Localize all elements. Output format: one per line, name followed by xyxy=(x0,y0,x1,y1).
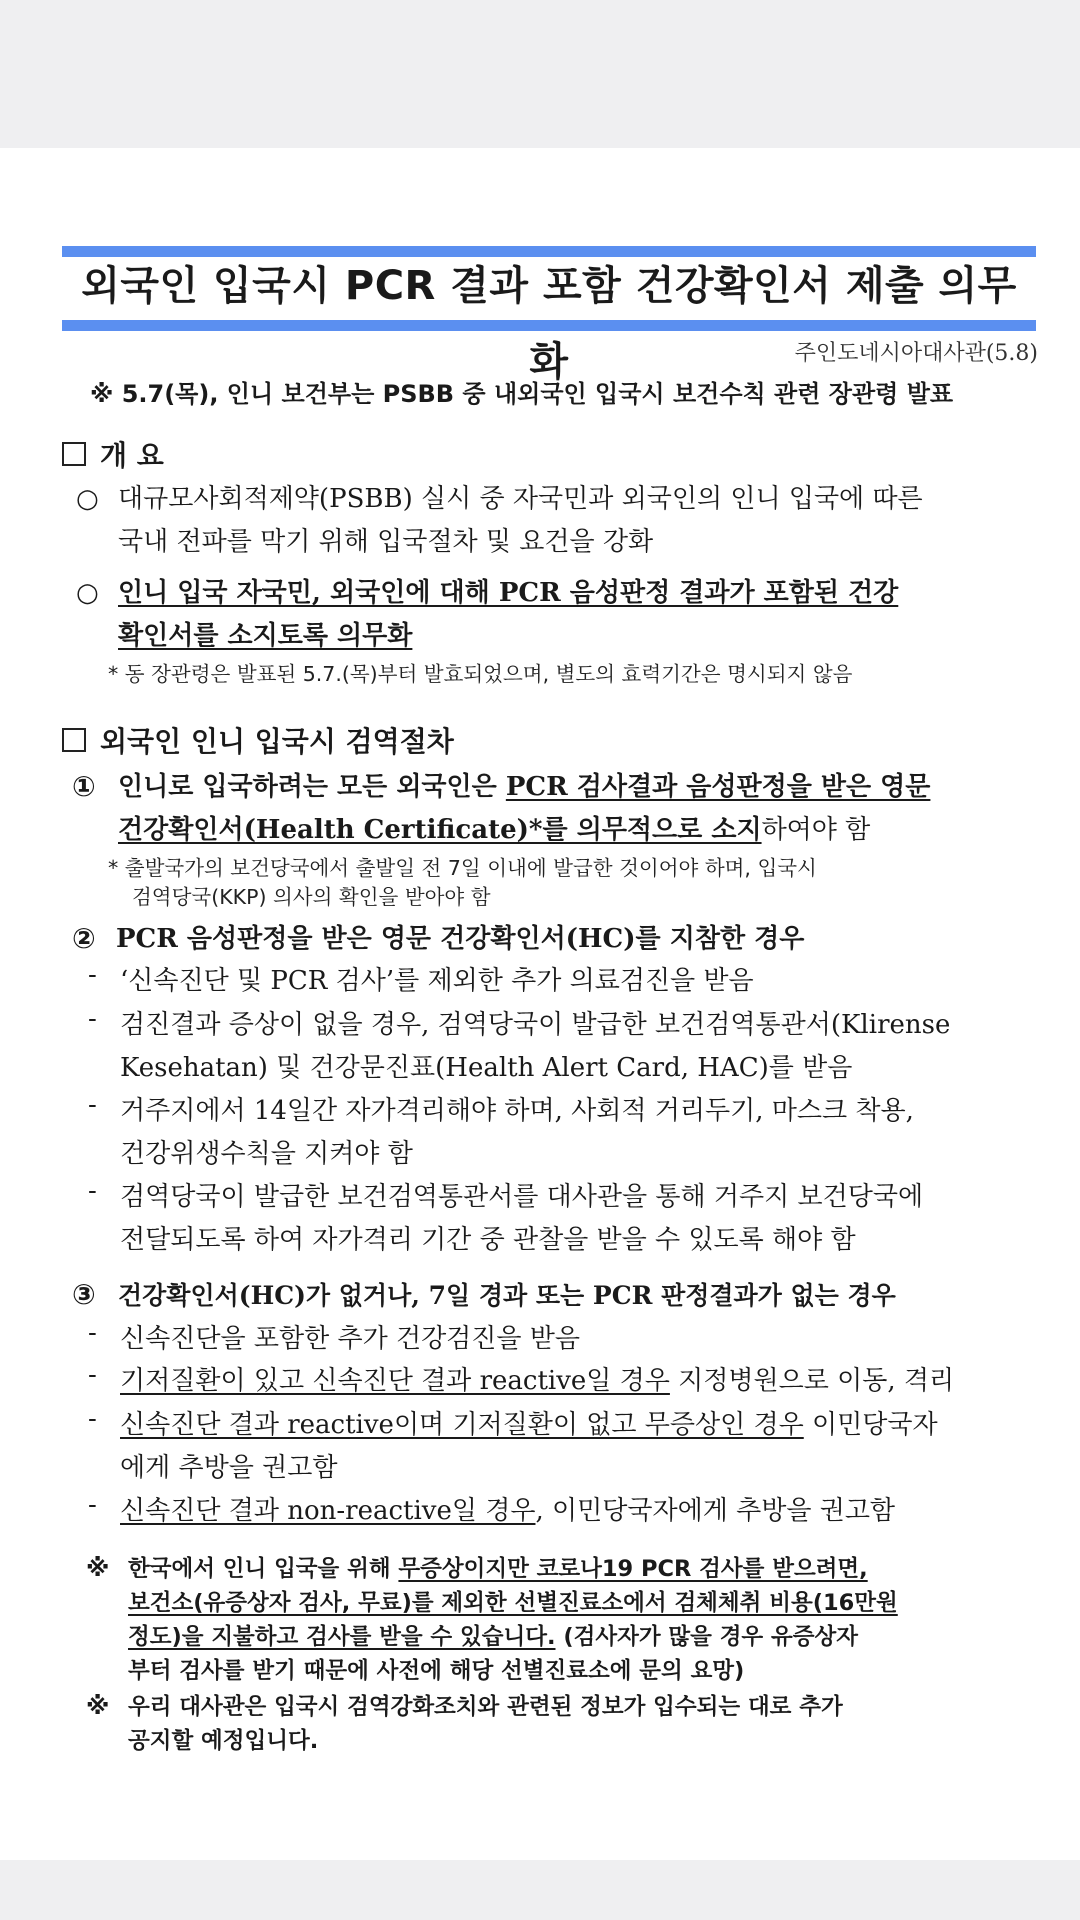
dash-bullet: - xyxy=(88,1490,97,1520)
remark-1-part-d: 정도)을 지불하고 검사를 받을 수 있습니다. xyxy=(128,1624,556,1650)
step-3-detail-3-line-2: 에게 추방을 권고함 xyxy=(120,1453,338,1483)
section-procedure-heading xyxy=(62,720,454,760)
step-1-line-2-underline: 건강확인서(Health Certificate)*를 의무적으로 소지 xyxy=(118,815,762,845)
step-1-line-2-plain: 하여야 함 xyxy=(761,815,871,845)
dash-bullet: - xyxy=(88,1360,97,1390)
step-3-detail-4-underline: 신속진단 결과 non-reactive일 경우 xyxy=(120,1496,536,1526)
checkbox-square-icon xyxy=(62,442,86,466)
step-3-detail-1: 신속진단을 포함한 추가 건강검진을 받음 xyxy=(120,1324,581,1354)
page-title: 외국인 입국시 PCR 결과 포함 건강확인서 제출 의무화 xyxy=(81,263,1017,385)
step-2-detail-4-line-1: 검역당국이 발급한 보건검역통관서를 대사관을 통해 거주지 보건당국에 xyxy=(120,1182,924,1212)
bottom-margin xyxy=(0,1860,1080,1920)
remark-1-part-a: 한국에서 인니 입국을 위해 xyxy=(128,1556,399,1582)
step-3-title: 건강확인서(HC)가 없거나, 7일 경과 또는 PCR 판정결과가 없는 경우 xyxy=(118,1281,896,1310)
circle-bullet-icon: ○ xyxy=(76,578,99,608)
dash-bullet: - xyxy=(88,1090,97,1120)
section-overview-title: 개 요 xyxy=(100,439,164,472)
remark-2-mark: ※ xyxy=(86,1692,110,1720)
step-2-detail-2-line-1: 검진결과 증상이 없을 경우, 검역당국이 발급한 보건검역통관서(Klirense xyxy=(120,1010,951,1040)
step-2-detail-4-line-2: 전달되도록 하여 자가격리 기간 중 관찰을 받을 수 있도록 해야 함 xyxy=(120,1225,856,1255)
dash-bullet: - xyxy=(88,1404,97,1434)
dash-bullet: - xyxy=(88,1004,97,1034)
dash-bullet: - xyxy=(88,1176,97,1206)
step-3-detail-2-plain: 지정병원으로 이동, 격리 xyxy=(669,1366,955,1396)
dash-bullet: - xyxy=(88,1318,97,1348)
step-2-detail-3-line-2: 건강위생수칙을 지켜야 함 xyxy=(120,1139,413,1169)
document-page xyxy=(0,148,1080,1860)
step-2-number: ② xyxy=(72,922,96,955)
remark-1-mark: ※ xyxy=(86,1554,110,1582)
circle-bullet-icon: ○ xyxy=(76,484,99,514)
step-1-line-1-plain: 인니로 입국하려는 모든 외국인은 xyxy=(118,772,506,802)
step-3-detail-4-plain: , 이민당국자에게 추방을 권고함 xyxy=(535,1496,896,1526)
step-2-detail-2 xyxy=(120,1004,950,1090)
step-2-title: PCR 음성판정을 받은 영문 건강확인서(HC)를 지참한 경우 xyxy=(116,924,805,954)
overview-note: * 동 장관령은 발표된 5.7.(목)부터 발효되었으며, 별도의 효력기간은 명시되지 않음 xyxy=(108,662,853,686)
step-1-note-line-1: * 출발국가의 보건당국에서 출발일 전 7일 이내에 발급한 것이어야 하며, 입국시 xyxy=(108,856,817,880)
step-2-detail-3 xyxy=(120,1090,914,1176)
step-1-line-1-underline: PCR 검사결과 음성판정을 받은 영문 xyxy=(505,772,931,802)
remark-2-line-1: 우리 대사관은 입국시 검역강화조치와 관련된 정보가 입수되는 대로 추가 xyxy=(128,1694,843,1720)
overview-item-1-line-1: 대규모사회적제약(PSBB) 실시 중 자국민과 외국인의 인니 입국에 따른 xyxy=(118,484,923,514)
remark-1-part-f: 부터 검사를 받기 때문에 사전에 해당 선별진료소에 문의 요망) xyxy=(128,1658,745,1684)
step-3-detail-3-underline: 신속진단 결과 reactive이며 기저질환이 없고 무증상인 경우 xyxy=(120,1410,804,1440)
overview-item-1-line-2: 국내 전파를 막기 위해 입국절차 및 요건을 강화 xyxy=(118,527,654,557)
title-bottom-bar xyxy=(62,320,1036,331)
step-2-detail-4 xyxy=(120,1176,923,1262)
remark-1-part-c: 보건소(유증상자 검사, 무료)를 제외한 선별진료소에서 검체체취 비용(16만원 xyxy=(128,1590,898,1616)
section-overview-heading xyxy=(62,434,164,474)
step-3-detail-4 xyxy=(120,1490,895,1533)
remark-1-part-e: (검사자가 많을 경우 유증상자 xyxy=(555,1624,858,1650)
step-3-detail-3 xyxy=(120,1404,938,1490)
overview-item-2 xyxy=(118,572,898,658)
step-3-detail-2-underline: 기저질환이 있고 신속진단 결과 reactive일 경우 xyxy=(120,1366,670,1396)
step-1-note-line-2: 검역당국(KKP) 의사의 확인을 받아야 함 xyxy=(132,885,491,909)
notice-line: ※ 5.7(목), 인니 보건부는 PSBB 중 내외국인 입국시 보건수칙 관련 장관령 발표 xyxy=(90,380,954,408)
remark-2 xyxy=(128,1690,1040,1758)
step-3-number: ③ xyxy=(72,1278,96,1311)
section-procedure-title: 외국인 인니 입국시 검역절차 xyxy=(100,725,454,758)
step-3-detail-2 xyxy=(120,1360,954,1403)
step-3-detail-3-plain: 이민당국자 xyxy=(803,1410,938,1440)
source-label: 주인도네시아대사관(5.8) xyxy=(794,341,1038,366)
remark-1-part-b: 무증상이지만 코로나19 PCR 검사를 받으려면, xyxy=(398,1556,868,1582)
remark-1 xyxy=(128,1552,1040,1688)
overview-item-1 xyxy=(118,478,923,564)
remark-2-line-2: 공지할 예정입니다. xyxy=(128,1728,319,1754)
dash-bullet: - xyxy=(88,960,97,990)
step-1-text xyxy=(118,766,930,852)
step-2-detail-1: ‘신속진단 및 PCR 검사’를 제외한 추가 의료검진을 받음 xyxy=(120,966,754,996)
overview-item-2-line-2: 확인서를 소지토록 의무화 xyxy=(118,621,413,651)
overview-item-2-line-1: 인니 입국 자국민, 외국인에 대해 PCR 음성판정 결과가 포함된 건강 xyxy=(118,578,899,608)
checkbox-square-icon xyxy=(62,728,86,752)
step-1-number: ① xyxy=(72,770,96,803)
step-2-detail-3-line-1: 거주지에서 14일간 자가격리해야 하며, 사회적 거리두기, 마스크 착용, xyxy=(120,1096,914,1126)
step-2-detail-2-line-2: Kesehatan) 및 건강문진표(Health Alert Card, HAC)를 받음 xyxy=(120,1053,853,1083)
